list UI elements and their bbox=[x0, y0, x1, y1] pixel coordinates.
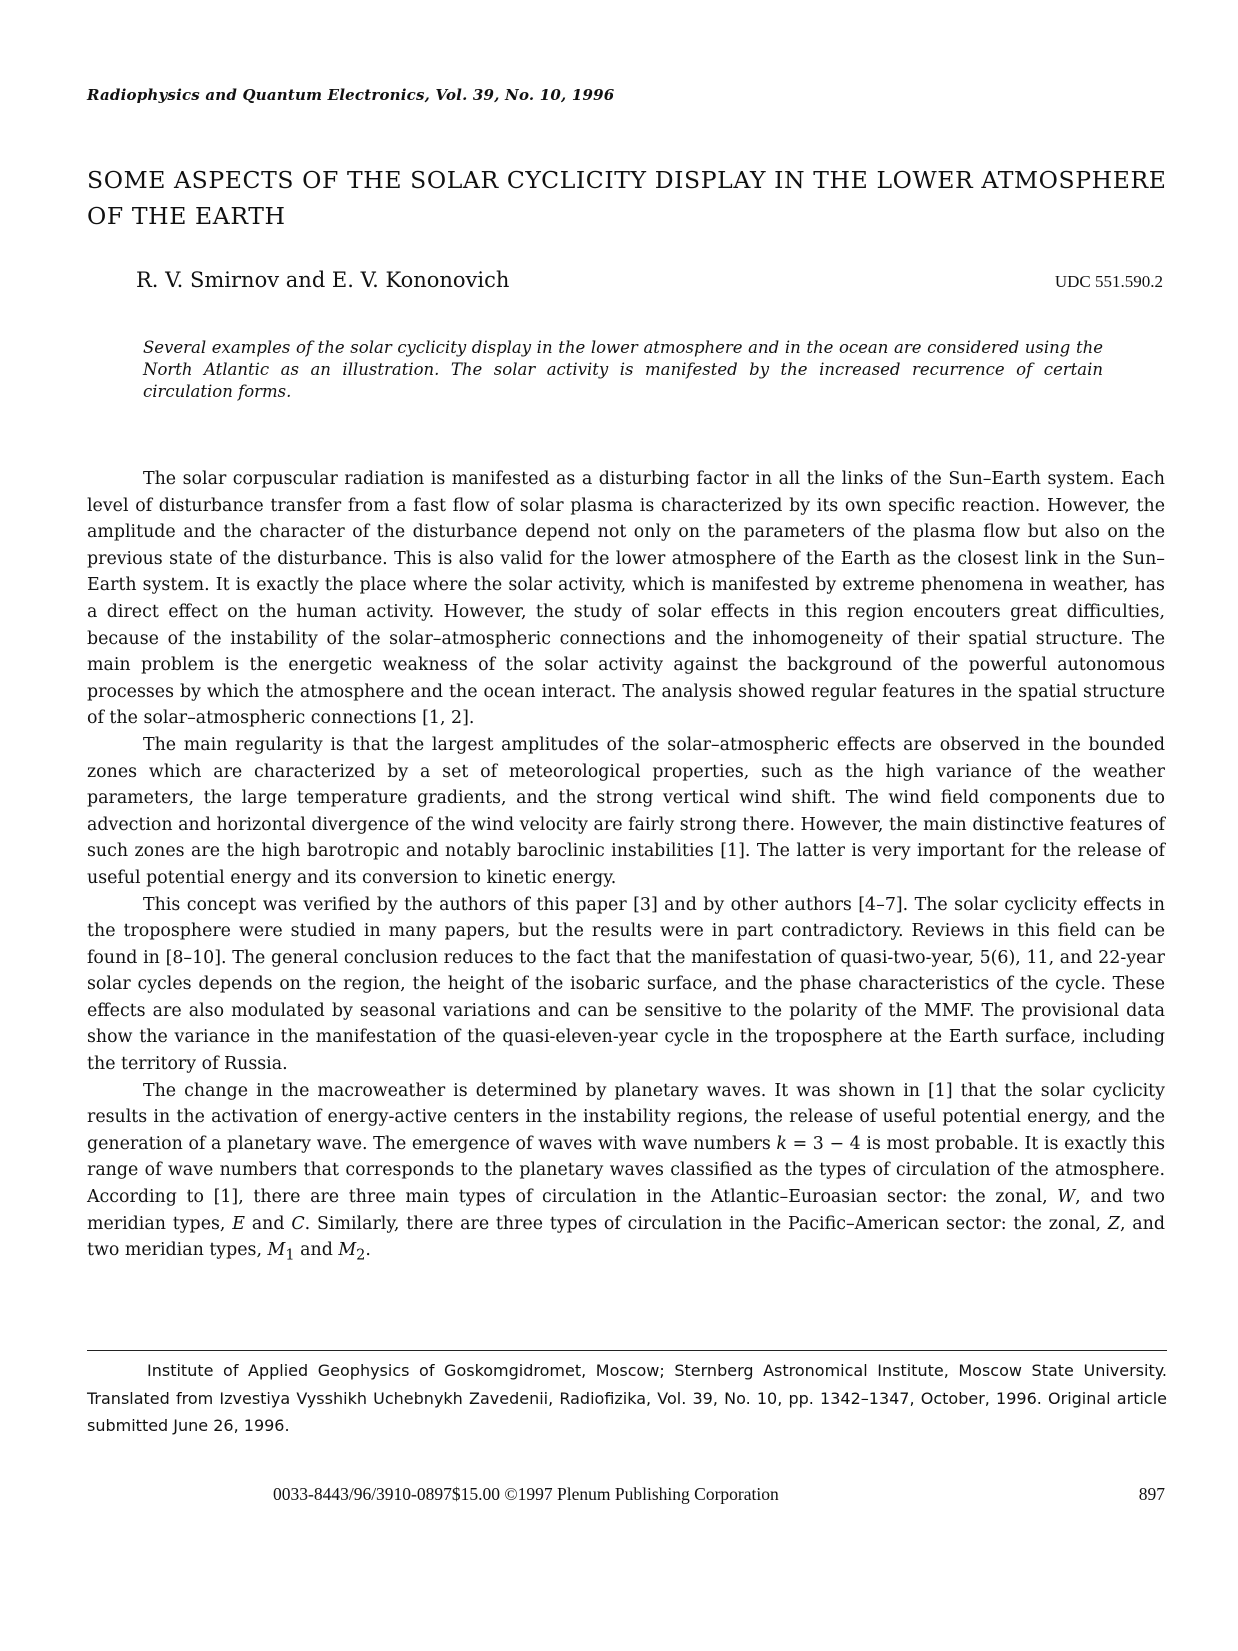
p4-text-g: , and two meridian types, bbox=[87, 1213, 1165, 1261]
p4-text-end: . bbox=[365, 1240, 371, 1261]
copyright-line: 0033-8443/96/3910-0897$15.00 ©1997 Plenum Publishing Corporation bbox=[273, 1484, 779, 1504]
p4-text-h: and bbox=[294, 1240, 339, 1261]
abstract: Several examples of the solar cyclicity display in the lower atmosphere and in the ocean are considered using the North Atlantic as an illustration. The solar activity is manifested by the increased recurrence of certain circulation forms. bbox=[143, 338, 1103, 401]
p4-text-f: . Similarly, there are three types of circulation in the Pacific–American sector: the zonal, bbox=[304, 1213, 1108, 1234]
footnote-divider bbox=[87, 1350, 1167, 1351]
body-paragraph-3: This concept was verified by the authors of this paper [3] and by other authors [4–7]. The solar cyclicity effects in the troposphere were studied in many papers, but the results were in part contradictory. Reviews in this field can be found in [8–10]. The general conclusion reduces to the fact that the manifestation of quasi-two-year, 5(6), 11, and 22-year solar cycles depends on the region, the height of the isobaric surface, and the phase characteristics of the cycle. These effects are also modulated by seasonal variations and can be sensitive to the polarity of the MMF. The provisional data show the variance in the manifestation of the quasi-eleven-year cycle in the troposphere at the Earth surface, including the territory of Russia. bbox=[87, 894, 1165, 1075]
p4-text-d: and bbox=[244, 1213, 292, 1234]
article-title: SOME ASPECTS OF THE SOLAR CYCLICITY DISPLAY IN THE LOWER ATMOSPHERE OF THE EARTH bbox=[87, 166, 1167, 230]
article-body bbox=[87, 466, 1165, 1269]
p4-var-c: C bbox=[291, 1213, 305, 1234]
p4-var-z: Z bbox=[1107, 1213, 1120, 1234]
p4-text-a: The change in the macroweather is determined by planetary waves. It was shown in [1] that the solar cyclicity results in the activation of energy-active centers in the instability regions, the release of useful potential energy, and the generation of a planetary wave. The emergence of waves with wave numbers bbox=[87, 1080, 1165, 1154]
p4-sub-1: 1 bbox=[285, 1247, 295, 1264]
udc-code: UDC 551.590.2 bbox=[1054, 272, 1163, 291]
p4-text-c: , and two meridian types, bbox=[87, 1187, 1165, 1234]
p4-sub-2: 2 bbox=[356, 1247, 366, 1264]
journal-header: Radiophysics and Quantum Electronics, Vol. 39, No. 10, 1996 bbox=[87, 86, 615, 104]
page-number: 897 bbox=[1138, 1484, 1165, 1504]
p4-var-m2: M bbox=[338, 1240, 357, 1261]
p4-var-m1: M bbox=[267, 1240, 286, 1261]
body-paragraph-4 bbox=[87, 1078, 1165, 1270]
article-authors: R. V. Smirnov and E. V. Kononovich bbox=[136, 268, 510, 292]
p4-var-w: W bbox=[1057, 1187, 1076, 1208]
body-paragraph-2: The main regularity is that the largest amplitudes of the solar–atmospheric effects are observed in the bounded zones which are characterized by a set of meteorological properties, such as the high variance of the weather parameters, the large temperature gradients, and the strong vertical wind shift. The wind field components due to advection and horizontal divergence of the wind velocity are fairly strong there. However, the main distinctive features of such zones are the high barotropic and notably baroclinic instabilities [1]. The latter is very important for the release of useful potential energy and its conversion to kinetic energy. bbox=[87, 734, 1165, 888]
p4-var-k: k bbox=[776, 1133, 787, 1154]
body-paragraph-1: The solar corpuscular radiation is manifested as a disturbing factor in all the links of the Sun–Earth system. Each level of disturbance transfer from a fast flow of solar plasma is characterized by its own specific reaction. However, the amplitude and the character of the disturbance depend not only on the parameters of the plasma flow but also on the previous state of the disturbance. This is also valid for the lower atmosphere of the Earth as the closest link in the Sun–Earth system. It is exactly the place where the solar activity, which is manifested by extreme phenomena in weather, has a direct effect on the human activity. However, the study of solar effects in this region encouters great difficulties, because of the instability of the solar–atmospheric connections and the inhomogeneity of their spatial structure. The main problem is the energetic weakness of the solar activity against the background of the powerful autonomous processes by which the atmosphere and the ocean interact. The analysis showed regular features in the spatial structure of the solar–atmospheric connections [1, 2]. bbox=[87, 469, 1165, 729]
p4-text-b: = 3 − 4 is most probable. It is exactly this range of wave numbers that corresponds to the planetary waves classified as the types of circulation of the atmosphere. According to [1], there are three main types of circulation in the Atlantic–Euroasian sector: the zonal, bbox=[87, 1133, 1165, 1208]
p4-var-e: E bbox=[232, 1213, 245, 1234]
footnote: Institute of Applied Geophysics of Goskomgidromet, Moscow; Sternberg Astronomical Institute, Moscow State University. Translated from Izvestiya Vysshikh Uchebnykh Zavedenii, Radiofizika, Vol. 39, No. 10, pp. 1342–1347, October, 1996. Original article submitted June 26, 1996. bbox=[87, 1361, 1167, 1435]
